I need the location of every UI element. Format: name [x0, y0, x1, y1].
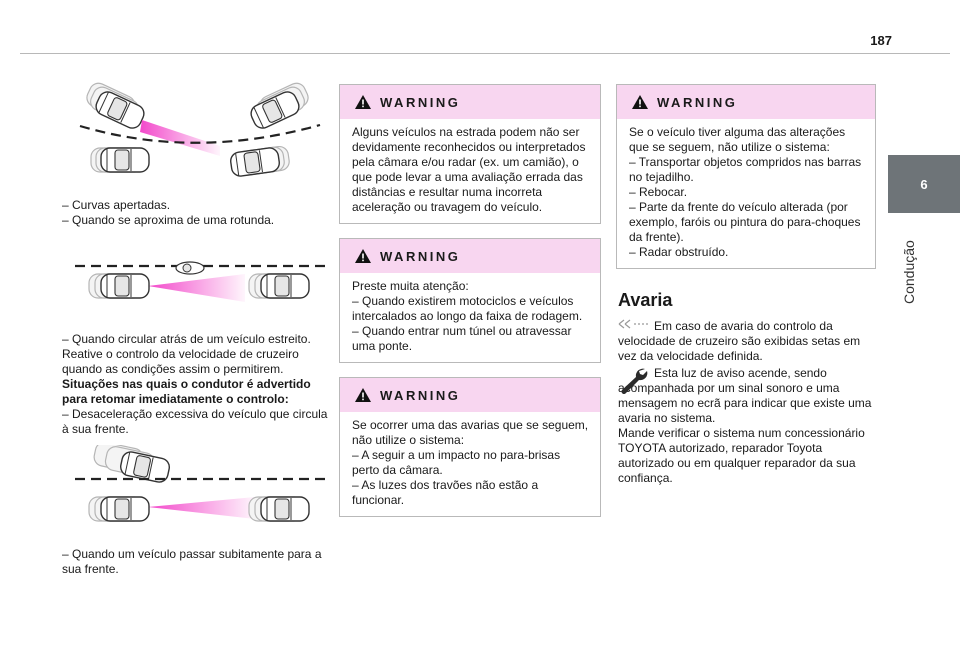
- warning-text: Se o veículo tiver alguma das alterações que se seguem, não utilize o sistema:: [629, 125, 846, 154]
- warning-triangle-icon: [354, 387, 372, 403]
- illustration-cut-in: [70, 445, 325, 537]
- right-column: [616, 84, 876, 486]
- caption-line: – Curvas apertadas.: [62, 198, 171, 212]
- caption-line: – Quando um veículo passar subitamente para a sua frente.: [62, 547, 322, 576]
- warning-text: – Radar obstruído.: [629, 245, 729, 259]
- page-number: 187: [870, 33, 892, 48]
- warning-text: – As luzes dos travões não estão a funcionar.: [352, 478, 539, 507]
- avaria-arrows-paragraph: [616, 319, 876, 364]
- warning-box: [339, 84, 601, 224]
- bold-heading: Situações nas quais o condutor é advertido para retomar imediatamente o controlo:: [62, 377, 311, 406]
- avaria-text: Esta luz de aviso acende, sendo acompanhada por um sinal sonoro e uma mensagem no ecrã para indicar que existe uma avaria no sistema.: [618, 366, 872, 425]
- warning-triangle-icon: [354, 94, 372, 110]
- header-divider: [20, 53, 950, 54]
- warning-box: [339, 238, 601, 363]
- caption-line: – Quando se aproxima de uma rotunda.: [62, 213, 275, 227]
- left-column: [60, 80, 330, 577]
- wrench-icon: [618, 366, 648, 394]
- section-title-avaria: Avaria: [618, 290, 673, 310]
- avaria-text: Mande verificar o sistema num concessionário TOYOTA autorizado, reparador Toyota autorizado ou em qualquer reparador da sua confiança.: [618, 426, 865, 485]
- middle-column: [339, 84, 601, 531]
- warning-text: – Transportar objetos compridos nas barras no tejadilho.: [629, 155, 862, 184]
- avaria-text: Em caso de avaria do controlo da velocidade de cruzeiro são exibidas setas em vez da velocidade definida.: [618, 319, 861, 363]
- warning-text: Alguns veículos na estrada podem não ser devidamente reconhecidos ou interpretados pela câmara e/ou radar (ex. um camião), o que pode levar a uma avaliação errada das distâncias e resultar numa incorreta aceleração ou travagem do veículo.: [352, 125, 586, 214]
- warning-header: [340, 85, 600, 119]
- warning-text: – A seguir a um impacto no para-brisas perto da câmara.: [352, 448, 561, 477]
- warning-box: [616, 84, 876, 269]
- warning-header: [617, 85, 875, 119]
- chapter-tab[interactable]: [888, 155, 960, 213]
- warning-triangle-icon: [631, 94, 649, 110]
- caption-line: – Desaceleração excessiva do veículo que circula à sua frente.: [62, 407, 328, 436]
- warning-text: Se ocorrer uma das avarias que se seguem, não utilize o sistema:: [352, 418, 589, 447]
- warning-text: – Quando entrar num túnel ou atravessar uma ponte.: [352, 324, 572, 353]
- warning-header: [340, 378, 600, 412]
- warning-title: WARNING: [380, 248, 461, 264]
- warning-title: WARNING: [380, 387, 461, 403]
- warning-text: – Parte da frente do veículo alterada (por exemplo, faróis ou pintura do para-choques da frente).: [629, 200, 861, 244]
- warning-text: Preste muita atenção:: [352, 279, 469, 293]
- cruise-arrows-icon: [618, 319, 650, 329]
- warning-triangle-icon: [354, 248, 372, 264]
- caption-line: – Quando circular atrás de um veículo estreito. Reative o controlo da velocidade de cruzeiro quando as condições assim o permitirem.: [62, 332, 311, 376]
- warning-title: WARNING: [657, 94, 738, 110]
- illustration-curves: [70, 80, 325, 188]
- illustration-narrow-vehicle: [70, 250, 325, 322]
- warning-box: [339, 377, 601, 517]
- warning-title: WARNING: [380, 94, 461, 110]
- chapter-title-vertical: [902, 222, 920, 322]
- chapter-title: Condução: [901, 240, 917, 304]
- chapter-number: 6: [920, 176, 928, 192]
- avaria-warning-light-paragraph: [616, 366, 876, 426]
- warning-text: – Quando existirem motociclos e veículos intercalados ao longo da faixa de rodagem.: [352, 294, 583, 323]
- warning-text: – Rebocar.: [629, 185, 688, 199]
- warning-header: [340, 239, 600, 273]
